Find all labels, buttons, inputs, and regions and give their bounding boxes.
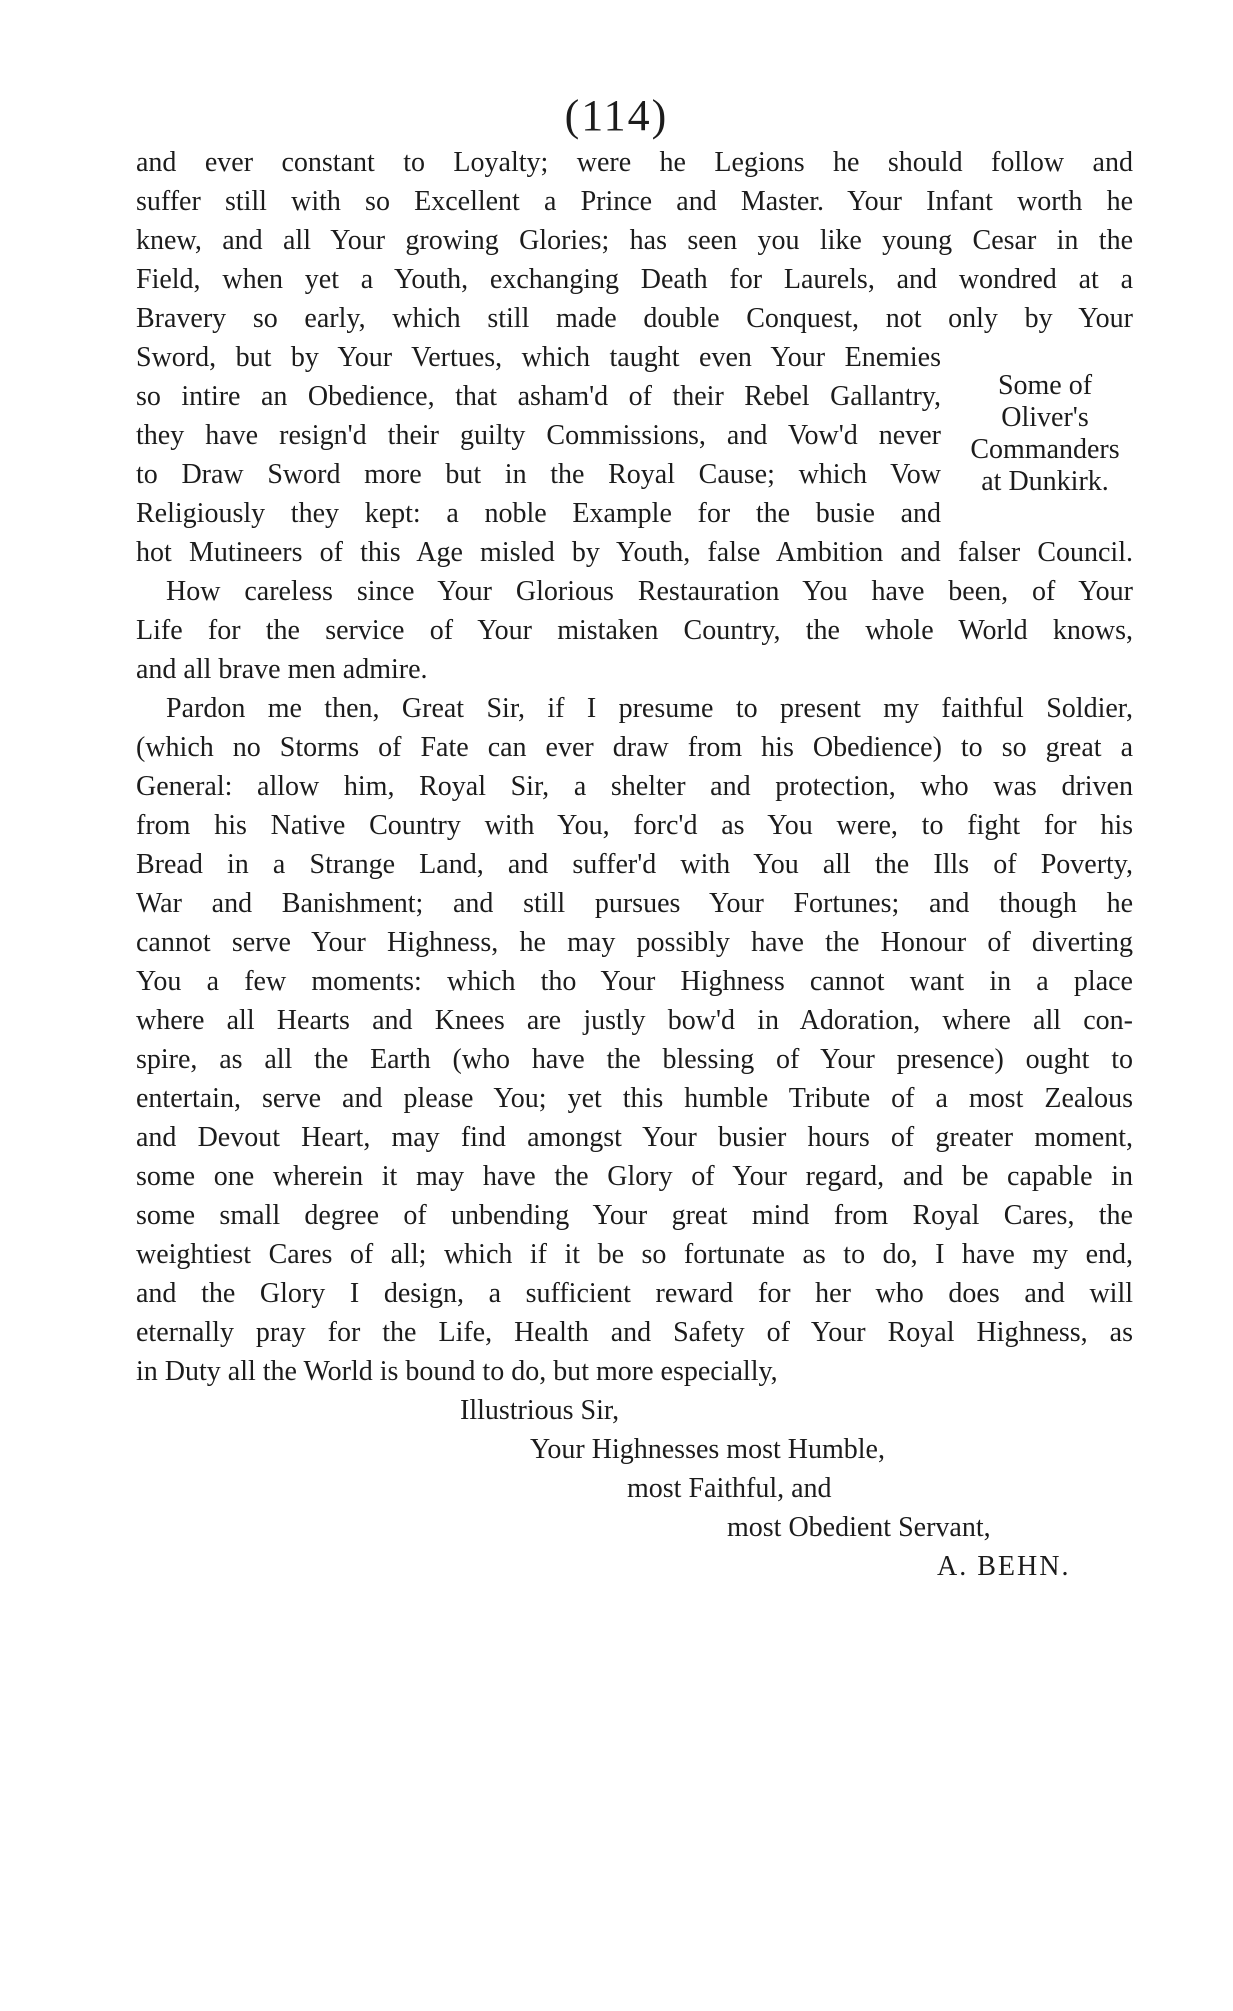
text-line: knew, and all Your growing Glories; has seen you like young Cesar in the	[136, 225, 1133, 256]
margin-note-line: Some of	[997, 370, 1093, 401]
text-line: and the Glory I design, a sufficient reward for her who does and will	[136, 1278, 1133, 1309]
text-line: You a few moments: which tho Your Highness cannot want in a place	[136, 966, 1133, 997]
margin-note-line: Oliver's	[1001, 402, 1089, 433]
text-line: War and Banishment; and still pursues Your Fortunes; and though he	[136, 888, 1133, 919]
margin-note-line: Commanders	[970, 434, 1120, 465]
text-line: in Duty all the World is bound to do, but more especially,	[136, 1356, 778, 1387]
closing-line: Your Highnesses most Humble,	[530, 1434, 885, 1465]
text-line: to Draw Sword more but in the Royal Cause; which Vow	[136, 459, 941, 490]
closing-line: most Obedient Servant,	[727, 1512, 991, 1543]
text-line: where all Hearts and Knees are justly bow'd in Adoration, where all con-	[136, 1005, 1133, 1036]
closing-line: most Faithful, and	[627, 1473, 832, 1504]
text-line: and Devout Heart, may find amongst Your busier hours of greater moment,	[136, 1122, 1133, 1153]
text-line: Sword, but by Your Vertues, which taught even Your Enemies	[136, 342, 941, 373]
text-line: (which no Storms of Fate can ever draw from his Obedience) to so great a	[136, 732, 1133, 763]
closing-salutation: Illustrious Sir,	[460, 1395, 620, 1426]
text-line: from his Native Country with You, forc'd as You were, to fight for his	[136, 810, 1133, 841]
text-line: Bravery so early, which still made double Conquest, not only by Your	[136, 303, 1133, 334]
text-line: and ever constant to Loyalty; were he Legions he should follow and	[136, 147, 1133, 178]
text-line: hot Mutineers of this Age misled by Youth, false Ambition and falser Council.	[136, 537, 1133, 568]
text-line: cannot serve Your Highness, he may possibly have the Honour of diverting	[136, 927, 1133, 958]
text-line: Bread in a Strange Land, and suffer'd with You all the Ills of Poverty,	[136, 849, 1133, 880]
text-line: so intire an Obedience, that asham'd of their Rebel Gallantry,	[136, 381, 941, 412]
text-line: General: allow him, Royal Sir, a shelter and protection, who was driven	[136, 771, 1133, 802]
text-line: suffer still with so Excellent a Prince and Master. Your Infant worth he	[136, 186, 1133, 217]
text-line: eternally pray for the Life, Health and Safety of Your Royal Highness, as	[136, 1317, 1133, 1348]
text-line: entertain, serve and please You; yet this humble Tribute of a most Zealous	[136, 1083, 1133, 1114]
text-line: Pardon me then, Great Sir, if I presume to present my faithful Soldier,	[166, 693, 1133, 724]
margin-note-line: at Dunkirk.	[981, 466, 1109, 497]
text-line: they have resign'd their guilty Commissions, and Vow'd never	[136, 420, 941, 451]
text-line: How careless since Your Glorious Restauration You have been, of Your	[166, 576, 1133, 607]
page-number: (114)	[564, 91, 669, 140]
text-line: weightiest Cares of all; which if it be so fortunate as to do, I have my end,	[136, 1239, 1133, 1270]
text-line: spire, as all the Earth (who have the blessing of Your presence) ought to	[136, 1044, 1133, 1075]
text-line: Religiously they kept: a noble Example for the busie and	[136, 498, 941, 529]
text-line: some one wherein it may have the Glory of Your regard, and be capable in	[136, 1161, 1133, 1192]
signature: A. BEHN.	[937, 1551, 1071, 1582]
text-line: Life for the service of Your mistaken Country, the whole World knows,	[136, 615, 1133, 646]
text-line: and all brave men admire.	[136, 654, 428, 685]
text-line: Field, when yet a Youth, exchanging Death for Laurels, and wondred at a	[136, 264, 1133, 295]
text-line: some small degree of unbending Your great mind from Royal Cares, the	[136, 1200, 1133, 1231]
margin-note	[960, 370, 1130, 498]
